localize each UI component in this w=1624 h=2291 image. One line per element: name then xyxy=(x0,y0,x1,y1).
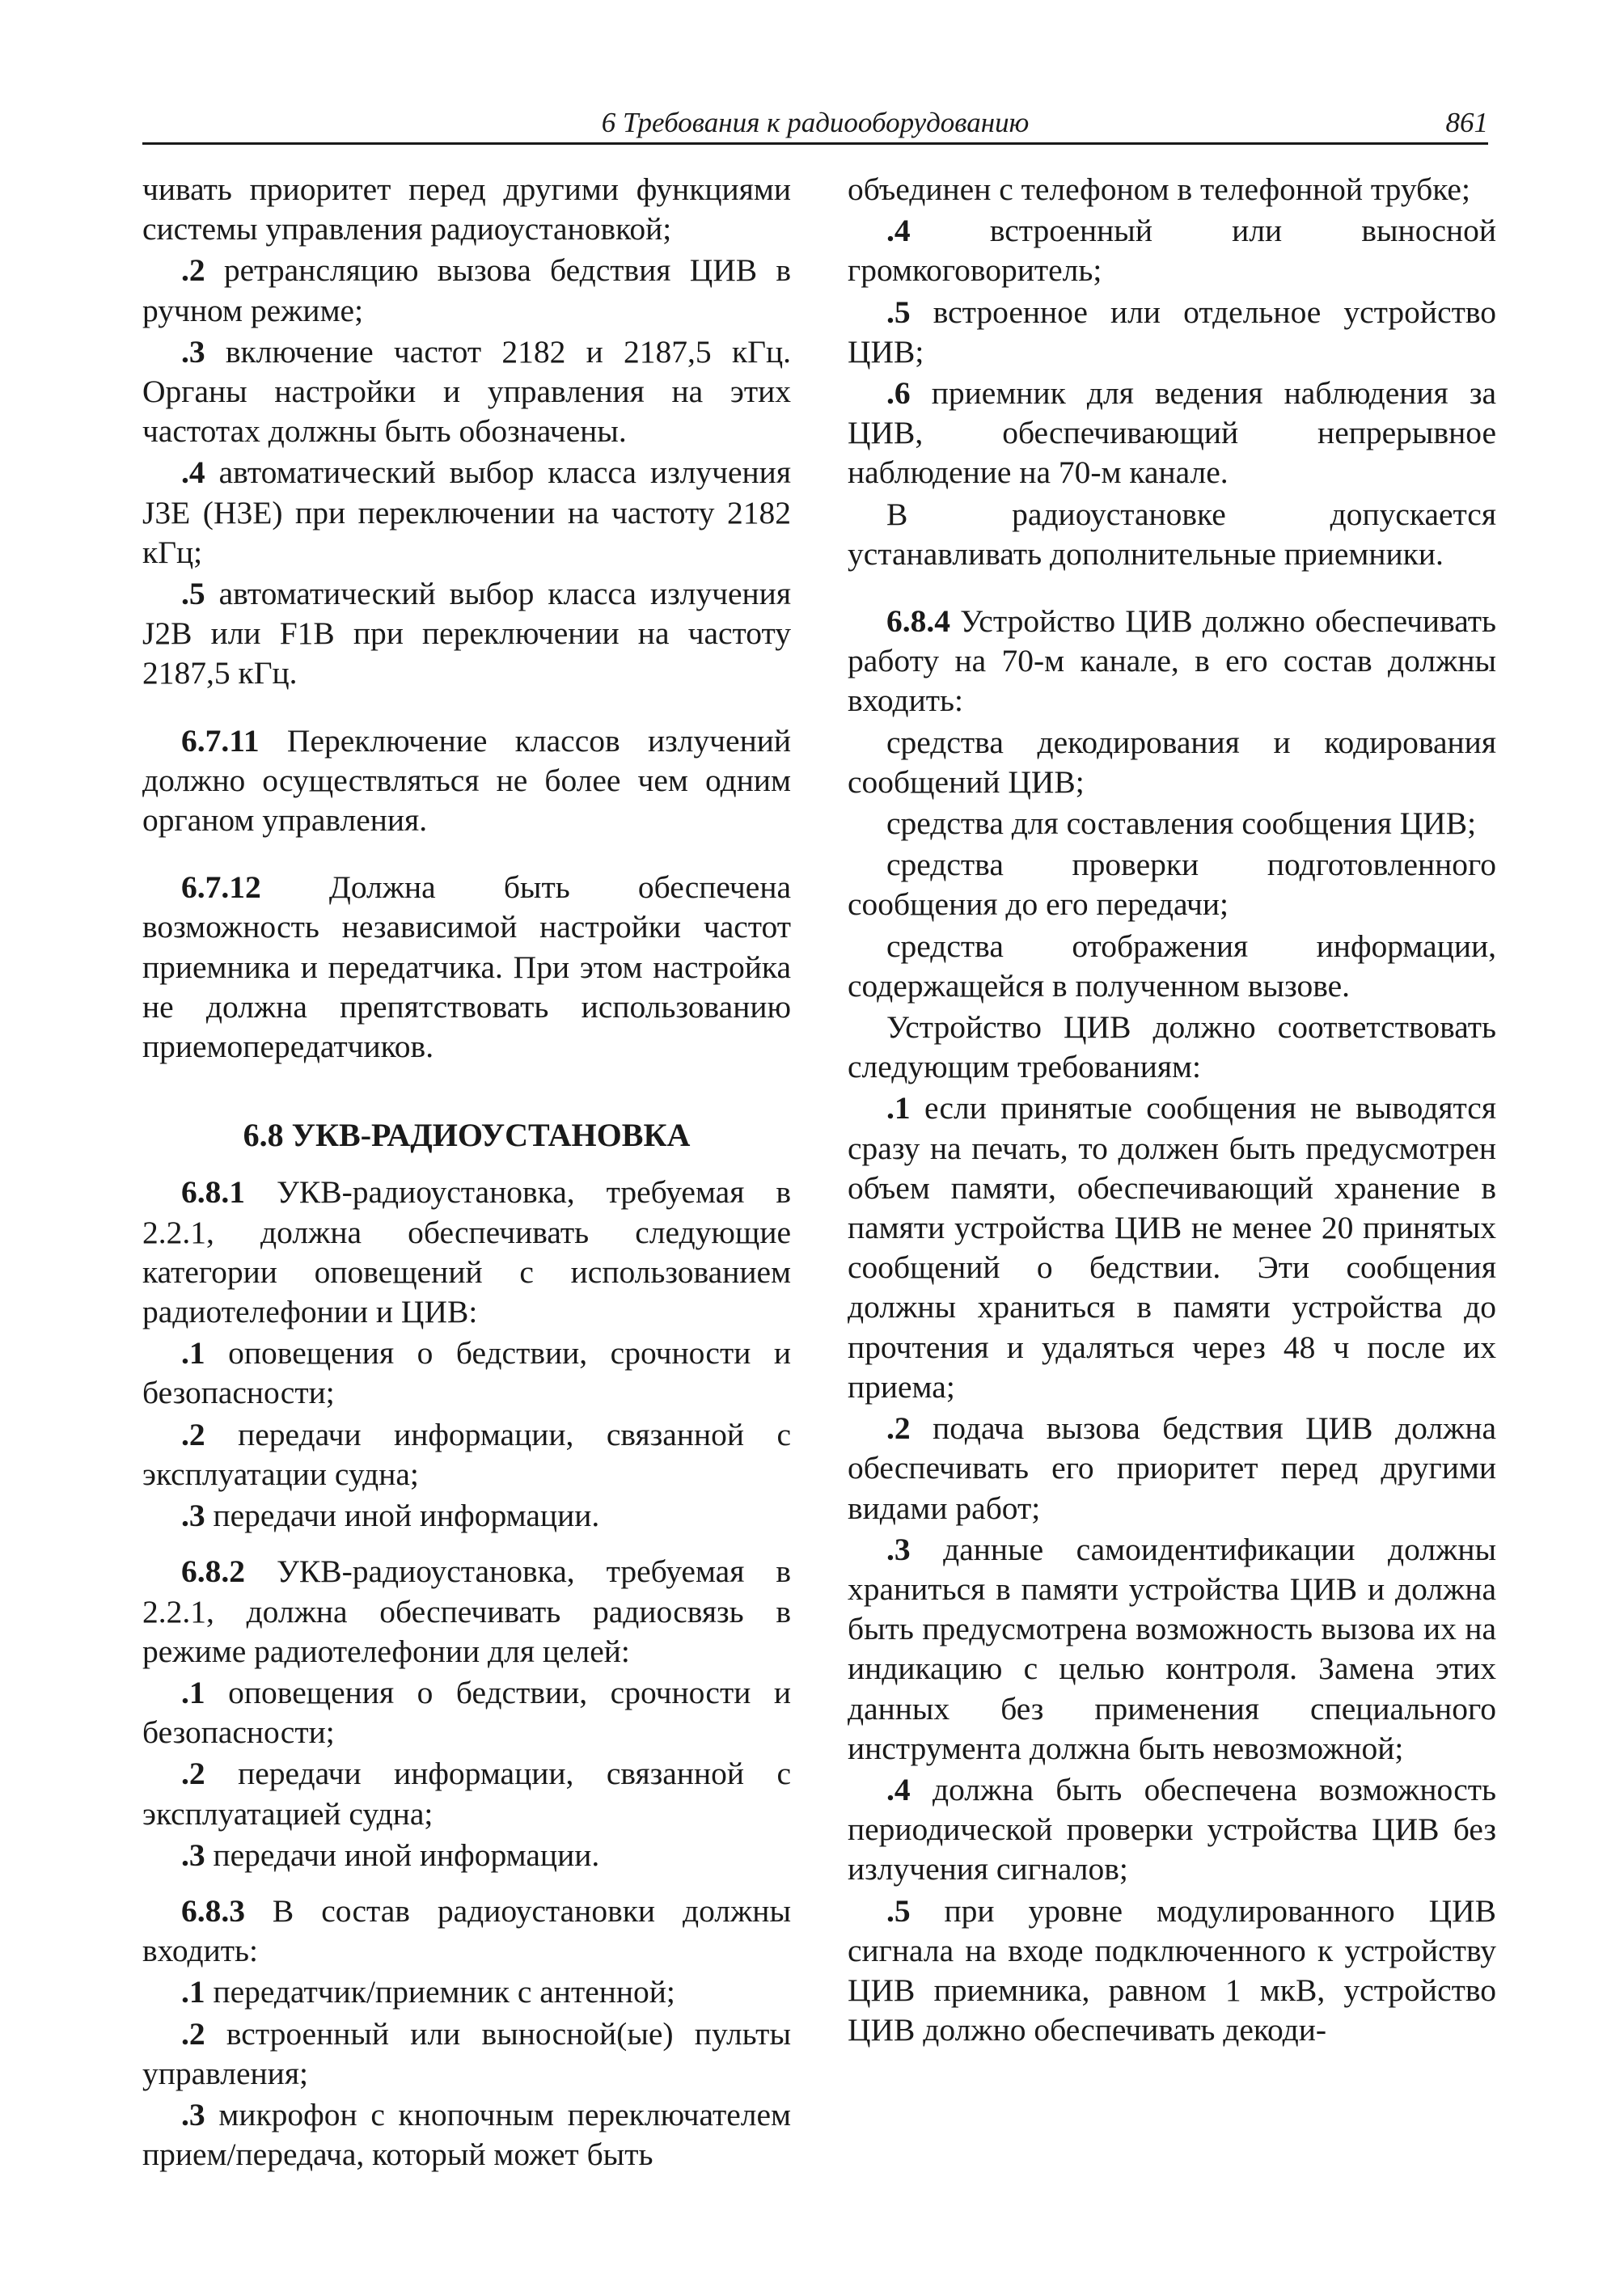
paragraph xyxy=(848,804,1496,843)
paragraph-text: В радиоустановке допускается устанавливать дополнительные приемники. xyxy=(848,496,1496,572)
list-item xyxy=(848,1409,1496,1528)
list-item xyxy=(142,332,791,452)
paragraph-text: Устройство ЦИВ должно соответствовать следующим требованиям: xyxy=(848,1009,1496,1085)
item-text: встроенный или выносной громкоговоритель; xyxy=(848,213,1496,289)
item-text: если принятые сообщения не выводятся сразу на печать, то должен быть предусмотрен объем памяти, обеспечивающий хранение в памяти устройства ЦИВ не менее 20 принятых сообщений о бедствии. Эти сообщения должны храниться в памяти устройства до прочтения и удаляться через 48 ч после их приема; xyxy=(848,1090,1496,1405)
paragraph xyxy=(848,170,1496,209)
running-header xyxy=(142,104,1488,145)
clause xyxy=(142,868,791,1067)
list-item xyxy=(142,1334,791,1413)
paragraph xyxy=(142,170,791,249)
item-number: .1 xyxy=(181,1335,205,1372)
item-number: .4 xyxy=(181,454,205,491)
clause xyxy=(142,1552,791,1672)
item-number: .1 xyxy=(181,1674,205,1710)
item-number: .2 xyxy=(181,252,205,289)
item-text: данные самоидентификации должны храниться в памяти устройства ЦИВ и должна быть предусмотрена возможность вызова их на индикацию с целью контроля. Замена этих данных без применения специального инструмента должна быть невозможной; xyxy=(848,1531,1496,1766)
paragraph xyxy=(848,927,1496,1006)
list-item xyxy=(848,1530,1496,1769)
clause-number: 6.7.12 xyxy=(181,869,261,906)
item-number: .1 xyxy=(886,1090,911,1126)
item-number: .3 xyxy=(886,1531,911,1567)
list-item xyxy=(142,1673,791,1752)
item-number: .5 xyxy=(181,576,205,612)
item-text: должна быть обеспечена возможность периодической проверки устройства ЦИВ без излучения сигналов; xyxy=(848,1771,1496,1887)
item-text: передачи информации, связанной с эксплуатации судна; xyxy=(142,1416,791,1492)
paragraph xyxy=(848,1008,1496,1087)
clause-number: 6.8.1 xyxy=(181,1174,245,1211)
clause-number: 6.8.4 xyxy=(886,603,950,640)
item-number: .2 xyxy=(181,1756,205,1792)
clause-number: 6.8.2 xyxy=(181,1553,245,1590)
clause xyxy=(142,1892,791,1971)
clause-number: 6.8.3 xyxy=(181,1892,245,1929)
item-text: включение частот 2182 и 2187,5 кГц. Органы настройки и управления на этих частотах должны быть обозначены. xyxy=(142,333,791,450)
paragraph-text: средства проверки подготовленного сообщения до его передачи; xyxy=(848,847,1496,923)
list-item xyxy=(848,293,1496,372)
item-number: .3 xyxy=(181,1837,205,1873)
list-item xyxy=(142,1836,791,1875)
list-item xyxy=(848,374,1496,493)
clause-number: 6.7.11 xyxy=(181,722,260,759)
item-number: .2 xyxy=(181,2015,205,2052)
item-text: приемник для ведения наблюдения за ЦИВ, обеспечивающий непрерывное наблюдение на 70-м канале. xyxy=(848,375,1496,491)
item-text: автоматический выбор класса излучения J2B или F1B при переключении на частоту 2187,5 кГц. xyxy=(142,576,791,691)
item-number: .5 xyxy=(886,294,911,330)
paragraph xyxy=(848,495,1496,574)
item-number: .2 xyxy=(181,1416,205,1452)
item-text: при уровне модулированного ЦИВ сигнала на входе подключенного к устройству ЦИВ приемника, равном 1 мкВ, устройство ЦИВ должно обеспечивать декоди- xyxy=(848,1892,1496,2048)
clause xyxy=(848,602,1496,721)
item-number: .4 xyxy=(886,213,911,249)
item-text: передачи иной информации. xyxy=(205,1837,600,1873)
item-number: .5 xyxy=(886,1892,911,1929)
list-item xyxy=(142,251,791,330)
item-text: оповещения о бедствии, срочности и безопасности; xyxy=(142,1674,791,1751)
list-item xyxy=(142,1415,791,1494)
list-item xyxy=(848,1892,1496,2051)
item-text: подача вызова бедствия ЦИВ должна обеспечивать его приоритет перед другими видами работ; xyxy=(848,1410,1496,1526)
clause-text: УКВ-радиоустановка, требуемая в 2.2.1, должна обеспечивать радиосвязь в режиме радиотелефонии для целей: xyxy=(142,1553,791,1669)
left-column xyxy=(142,170,791,2176)
paragraph xyxy=(848,723,1496,802)
clause-text: УКВ-радиоустановка, требуемая в 2.2.1, должна обеспечивать следующие категории оповещений с использованием радиотелефонии и ЦИВ: xyxy=(142,1174,791,1330)
item-text: ретрансляцию вызова бедствия ЦИВ в ручном режиме; xyxy=(142,252,791,328)
list-item xyxy=(142,574,791,694)
item-number: .6 xyxy=(886,375,911,412)
item-number: .3 xyxy=(181,333,205,370)
clause xyxy=(142,1173,791,1332)
list-item xyxy=(848,1770,1496,1890)
item-number: .4 xyxy=(886,1771,911,1807)
list-item xyxy=(142,453,791,573)
item-text: встроенное или отдельное устройство ЦИВ; xyxy=(848,294,1496,370)
page-number: 861 xyxy=(1445,107,1488,138)
item-text: оповещения о бедствии, срочности и безопасности; xyxy=(142,1335,791,1411)
header-title: 6 Требования к радиооборудованию xyxy=(601,107,1030,138)
item-number: .3 xyxy=(181,1498,205,1534)
right-column xyxy=(848,170,1496,2052)
list-item xyxy=(142,1496,791,1536)
paragraph-text: средства отображения информации, содержащейся в полученном вызове. xyxy=(848,928,1496,1004)
list-item xyxy=(142,2095,791,2175)
list-item xyxy=(848,1088,1496,1407)
item-text: передачи информации, связанной с эксплуатацией судна; xyxy=(142,1756,791,1832)
item-text: встроенный или выносной(ые) пульты управления; xyxy=(142,2015,791,2091)
list-item xyxy=(142,1972,791,2012)
item-text: передачи иной информации. xyxy=(205,1498,600,1534)
clause-text: Переключение классов излучений должно осуществляться не более чем одним органом управления. xyxy=(142,722,791,839)
list-item xyxy=(848,211,1496,290)
list-item xyxy=(142,1754,791,1833)
paragraph-text: объединен с телефоном в телефонной трубке; xyxy=(848,171,1470,207)
item-number: .2 xyxy=(886,1410,911,1447)
clause-text: Устройство ЦИВ должно обеспечивать работу на 70-м канале, в его состав должны входить: xyxy=(848,603,1496,719)
paragraph-text: средства декодирования и кодирования сообщений ЦИВ; xyxy=(848,724,1496,800)
clause-text: В состав радиоустановки должны входить: xyxy=(142,1892,791,1969)
section-title: 6.8 УКВ-РАДИОУСТАНОВКА xyxy=(243,1117,691,1154)
item-number: .1 xyxy=(181,1974,205,2010)
clause-text: Должна быть обеспечена возможность независимой настройки частот приемника и передатчика. При этом настройка не должна препятствовать использованию приемопередатчиков. xyxy=(142,869,791,1065)
list-item xyxy=(142,2014,791,2094)
item-number: .3 xyxy=(181,2096,205,2132)
item-text: автоматический выбор класса излучения J3E (H3E) при переключении на частоту 2182 кГц; xyxy=(142,454,791,570)
paragraph xyxy=(848,845,1496,924)
paragraph-text: средства для составления сообщения ЦИВ; xyxy=(886,805,1477,842)
paragraph-text: чивать приоритет перед другими функциями системы управления радиоустановкой; xyxy=(142,171,791,247)
item-text: передатчик/приемник с антенной; xyxy=(205,1974,675,2010)
item-text: микрофон с кнопочным переключателем прием/передача, который может быть xyxy=(142,2096,791,2173)
clause xyxy=(142,721,791,841)
